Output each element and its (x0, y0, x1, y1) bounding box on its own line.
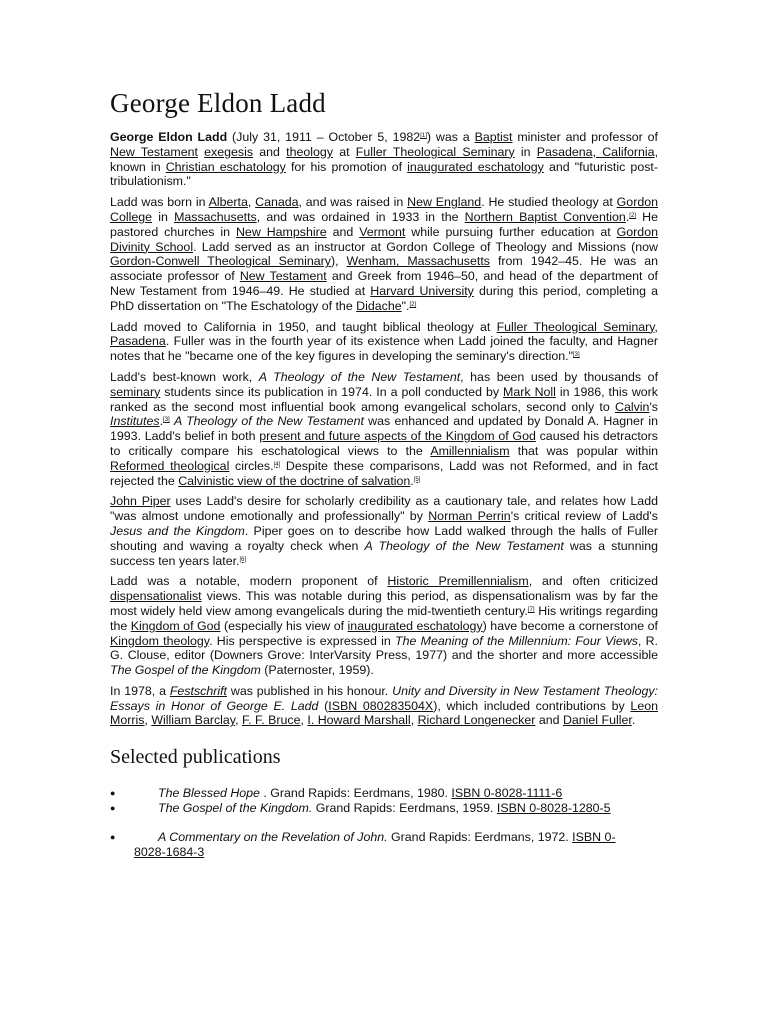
text: , (144, 713, 152, 728)
text: , (247, 195, 256, 210)
link-reformed-theological[interactable]: Reformed theological (110, 458, 230, 473)
paragraph-fuller (110, 320, 658, 364)
list-item (110, 786, 658, 801)
reference-link[interactable]: [2] (629, 212, 636, 219)
link-vermont[interactable]: Vermont (359, 224, 406, 239)
text: In 1978, a (110, 683, 170, 698)
text: Despite these comparisons, Ladd was not Reformed, and in fact rejected the (110, 458, 658, 488)
link-christian-eschatology[interactable]: Christian eschatology (165, 159, 286, 174)
text: for his promotion of (285, 159, 408, 174)
text: in 1986, this work ranked as the second most influential book among evangelical scholars, second only to (110, 384, 658, 414)
list-item (110, 830, 658, 860)
link-harvard[interactable]: Harvard University (370, 283, 474, 298)
publications-list (110, 786, 658, 860)
link-canada[interactable]: Canada (255, 195, 299, 210)
text: 's critical review of Ladd's (510, 509, 658, 524)
text: (July 31, 1911 – October 5, 1982 (227, 130, 421, 144)
reference-link[interactable]: [3] (163, 417, 170, 424)
text: ) have become a cornerstone of (482, 618, 658, 633)
paragraph-piper (110, 494, 658, 568)
text: 's (649, 399, 658, 414)
reference-link[interactable]: [3] (573, 352, 580, 359)
bullet-icon: ● (110, 803, 116, 814)
link-pasadena-california[interactable]: Pasadena, California (536, 144, 655, 159)
text: , has been used by thousands of (460, 369, 659, 384)
text: and (535, 713, 563, 728)
text: ) was a (426, 130, 475, 144)
link-inaugurated-eschatology[interactable]: inaugurated eschatology (407, 159, 544, 174)
book-title: A Commentary on the Revelation of John. (158, 830, 388, 845)
text: was enhanced and updated by Donald A. Hagner in 1993. Ladd's belief in both (110, 414, 658, 444)
link-new-testament[interactable]: New Testament (239, 269, 327, 284)
paragraph-early-life (110, 195, 658, 313)
link-new-hampshire[interactable]: New Hampshire (235, 224, 327, 239)
text: , (410, 713, 418, 728)
text: during this period, completing a PhD dissertation on "The Eschatology of the (110, 283, 658, 313)
text: Ladd moved to California in 1950, and taught biblical theology at (110, 319, 497, 334)
page-title: George Eldon Ladd (110, 88, 326, 118)
text: ), (330, 254, 347, 269)
paragraph-theology (110, 370, 658, 488)
reference-link[interactable]: [4] (273, 461, 281, 468)
section-heading-publications: Selected publications (110, 746, 281, 769)
text: ( (318, 698, 329, 713)
link-new-testament[interactable]: New Testament (110, 144, 198, 159)
text: circles. (229, 458, 274, 473)
text: was published in his honour. (227, 683, 393, 698)
text: , (235, 713, 242, 728)
link-norman-perrin[interactable]: Norman Perrin (428, 509, 511, 524)
link-isbn[interactable]: ISBN 0-8028-1280-5 (496, 801, 611, 816)
subject-name: George Eldon Ladd (110, 130, 228, 144)
link-theology[interactable]: theology (286, 144, 334, 159)
text: (especially his view of (220, 618, 348, 633)
text: minister and professor of (512, 130, 658, 144)
book-title: The Gospel of the Kingdom (110, 663, 261, 678)
link-dispensationalist[interactable]: dispensationalist (110, 589, 202, 604)
link-fuller-seminary[interactable]: Fuller Theological Seminary (496, 319, 655, 334)
link-gordon-divinity-school[interactable]: Gordon Divinity School (110, 224, 658, 254)
paragraph-festschrift (110, 684, 658, 728)
text: in (514, 144, 537, 159)
text: . Grand Rapids: Eerdmans, 1980. (259, 786, 452, 801)
text: students since its publication in 1974. In a poll conducted by (160, 384, 504, 399)
link-didache[interactable]: Didache (356, 298, 402, 313)
text: was a stunning success ten years later. (110, 538, 658, 568)
text: and "futuristic post-tribulationism." (110, 159, 658, 189)
text: Grand Rapids: Eerdmans, 1972. (387, 830, 573, 845)
link-historic-premillennialism[interactable]: Historic Premillennialism (387, 574, 529, 589)
text: views. This was notable during this period, as dispensationalism was by far the most widely held view among evangelicals during the mid-twentieth century. (110, 589, 658, 618)
link-amillennialism[interactable]: Amillennialism (430, 443, 510, 458)
link-calvin[interactable]: Calvin (615, 399, 650, 414)
bullet-icon: ● (110, 788, 116, 799)
text: uses Ladd's desire for scholarly credibility as a cautionary tale, and relates how Ladd "was almost undone emotionally and professionally" by (110, 494, 658, 524)
text: . (631, 713, 636, 728)
link-gordon-conwell[interactable]: Gordon-Conwell Theological Seminary (110, 254, 331, 269)
text: , and was ordained in 1933 in the (256, 209, 465, 224)
text: (Paternoster, 1959). (260, 663, 374, 678)
text: in (152, 209, 175, 224)
link-baptist[interactable]: Baptist (474, 130, 513, 144)
link-inaugurated-eschatology[interactable]: inaugurated eschatology (347, 618, 483, 633)
link-kingdom-of-god[interactable]: Kingdom of God (130, 618, 221, 633)
text: Ladd was a notable, modern proponent of (110, 574, 388, 589)
link-ff-bruce[interactable]: F. F. Bruce (241, 713, 301, 728)
text: . He studied theology at (481, 195, 617, 210)
bullet-icon: ● (110, 832, 116, 843)
link-isbn-continued[interactable]: 8028-1684-3 (134, 845, 205, 860)
text: from 1942–45. He was an associate professor of (110, 254, 658, 284)
reference-link[interactable]: [5] (413, 476, 421, 483)
text: Grand Rapids: Eerdmans, 1959. (312, 801, 497, 816)
text: , and was raised in (298, 195, 408, 210)
text: at (333, 144, 356, 159)
link-daniel-fuller[interactable]: Daniel Fuller (562, 713, 632, 728)
text: . (410, 473, 414, 488)
reference-link[interactable]: [1] (420, 133, 427, 139)
link-pasadena[interactable]: Pasadena (110, 334, 166, 349)
link-present-future-kingdom[interactable]: present and future aspects of the Kingdom of God (259, 429, 536, 444)
book-title: A Theology of the New Testament (364, 538, 564, 553)
reference-link[interactable]: [7] (527, 606, 535, 613)
book-title: Unity and Diversity in New Testament Theology: Essays in Honor of George E. Ladd (110, 683, 658, 713)
text: He pastored churches in (110, 209, 658, 239)
text: Ladd was born in (110, 195, 209, 210)
text: , R. G. Clouse, editor (Downers Grove: InterVarsity Press, 1977) and the shorter and more accessible (110, 633, 659, 663)
book-title: The Gospel of the Kingdom. (158, 801, 313, 816)
text: and (253, 144, 287, 159)
link-exegesis[interactable]: exegesis (204, 144, 254, 159)
link-leon-morris[interactable]: Leon Morris (110, 698, 658, 728)
paragraph-premillennialism (110, 574, 658, 678)
text: , (300, 713, 308, 728)
text: . (625, 209, 630, 224)
text: caused his detractors to critically compare his eschatological views to the (110, 429, 658, 458)
link-mark-noll[interactable]: Mark Noll (503, 384, 556, 399)
paragraph-intro (110, 130, 658, 189)
reference-link[interactable]: [2] (409, 301, 417, 308)
link-massachusetts[interactable]: Massachusetts (174, 209, 257, 224)
link-john-piper[interactable]: John Piper (110, 494, 171, 509)
text: . His perspective is expressed in (209, 633, 396, 648)
link-isbn[interactable]: ISBN 0-8028-1111-6 (451, 786, 563, 801)
text: and (326, 224, 360, 239)
book-title: Jesus and the Kingdom (110, 523, 245, 538)
link-seminary[interactable]: seminary (110, 384, 161, 399)
text: ), which included contributions by (433, 698, 631, 713)
link-howard-marshall[interactable]: I. Howard Marshall (307, 713, 411, 728)
text: His writings regarding the (110, 603, 658, 633)
book-title: The Meaning of the Millennium: Four Views (395, 633, 638, 648)
text: ". (401, 298, 410, 313)
text: . Ladd served as an instructor at Gordon College of Theology and Missions (now (193, 239, 659, 254)
list-item (110, 801, 658, 816)
link-isbn[interactable]: ISBN 0- (572, 830, 616, 845)
text: . Fuller was in the fourth year of its existence when Ladd joined the faculty, and Hagner notes that he "became one of the key figures in developing the seminary's direction." (110, 334, 658, 364)
link-calvinistic-view[interactable]: Calvinistic view of the doctrine of salvation (178, 473, 411, 488)
book-title: A Theology of the New Testament (174, 414, 364, 429)
link-new-england[interactable]: New England (407, 195, 482, 210)
text: . Piper goes on to describe how Ladd walked through the halls of Fuller shouting and waving a royalty check when (110, 523, 658, 553)
text: , known in (110, 144, 659, 174)
link-gordon-college[interactable]: Gordon College (110, 195, 659, 224)
link-wenham[interactable]: Wenham, Massachusetts (346, 254, 490, 269)
link-isbn[interactable]: ISBN 080283504X (328, 698, 434, 713)
text: , (654, 319, 658, 334)
text: , and often criticized (528, 574, 658, 589)
link-alberta[interactable]: Alberta (208, 195, 248, 210)
link-northern-baptist-convention[interactable]: Northern Baptist Convention (464, 209, 626, 224)
text: Ladd's best-known work, (110, 369, 259, 384)
reference-link[interactable]: [6] (239, 556, 247, 563)
link-kingdom-theology[interactable]: Kingdom theology (110, 633, 210, 648)
book-title: The Blessed Hope (158, 786, 260, 801)
text: that was popular within (509, 443, 658, 458)
link-fuller-seminary[interactable]: Fuller Theological Seminary (355, 144, 515, 159)
text: while pursuing further education at (405, 224, 617, 239)
text: and Greek from 1946–50, and head of the department of New Testament from 1946–49. He studied at (110, 269, 658, 298)
link-institutes[interactable]: Institutes (110, 414, 160, 429)
book-title: A Theology of the New Testament (258, 369, 461, 384)
link-william-barclay[interactable]: William Barclay (151, 713, 236, 728)
text: . (159, 414, 164, 429)
link-festschrift[interactable]: Festschrift (169, 683, 227, 698)
link-richard-longenecker[interactable]: Richard Longenecker (417, 713, 536, 728)
